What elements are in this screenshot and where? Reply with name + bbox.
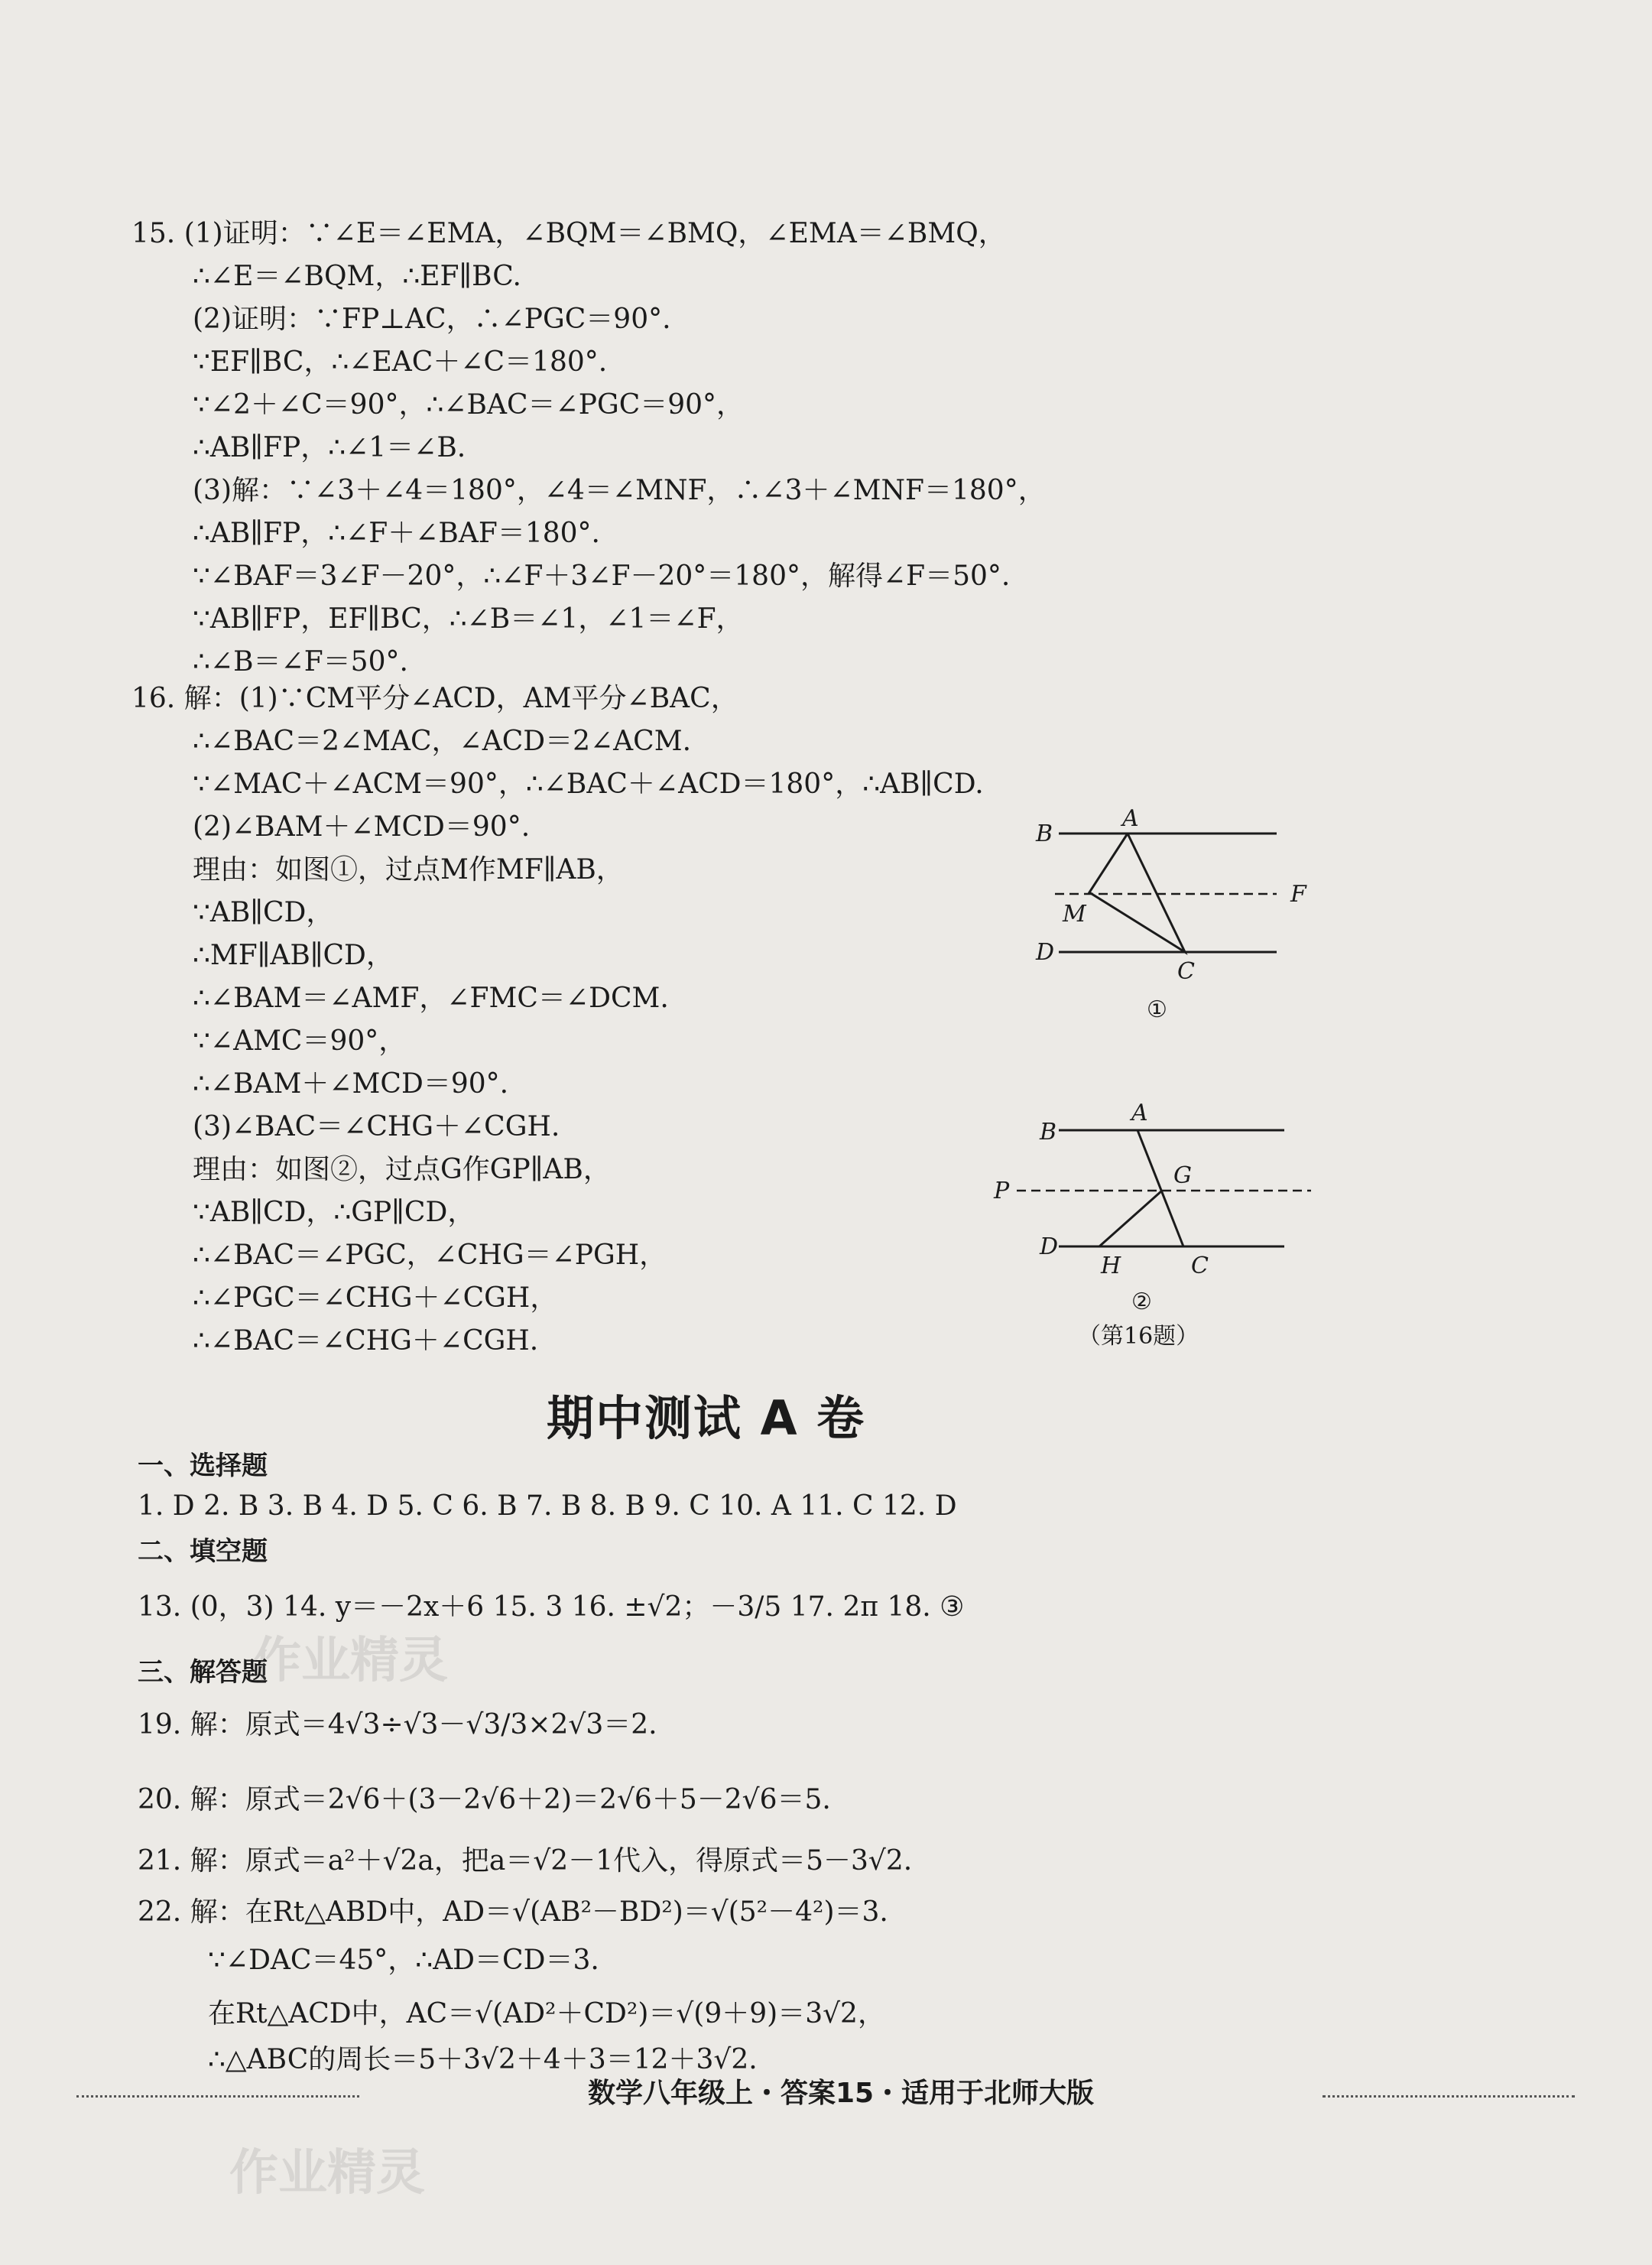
q22-line-4: ∴△ABC的周长＝5＋3√2＋4＋3＝12＋3√2. [208, 2044, 758, 2075]
q16-line-4: (2)∠BAM＋∠MCD＝90°. [193, 811, 531, 843]
fig1-label-M: M [1063, 901, 1086, 928]
q15-line-3: (2)证明：∵FP⊥AC，∴∠PGC＝90°. [193, 304, 671, 335]
figure-2-diagram [986, 1101, 1330, 1315]
question-19: 19. 解：原式＝4√3÷√3－√3/3×2√3＝2. [138, 1709, 657, 1740]
section-3-heading: 三、解答题 [138, 1657, 268, 1688]
q16-line-6: ∵AB∥CD， [193, 897, 334, 928]
fig2-label-B: B [1040, 1119, 1057, 1145]
q16-line-10: ∴∠BAM＋∠MCD＝90°. [193, 1068, 509, 1100]
q16-line-5: 理由：如图①，过点M作MF∥AB， [193, 854, 624, 886]
q15-line-1: 15. (1)证明：∵∠E＝∠EMA，∠BQM＝∠BMQ，∠EMA＝∠BMQ， [131, 218, 1006, 249]
q15-line-8: ∴AB∥FP，∴∠F＋∠BAF＝180°. [193, 518, 600, 549]
q15-line-9: ∵∠BAF＝3∠F－20°，∴∠F＋3∠F－20°＝180°，解得∠F＝50°. [193, 561, 1011, 592]
q15-line-11: ∴∠B＝∠F＝50°. [193, 646, 408, 678]
fig1-label-B: B [1036, 821, 1053, 847]
fig2-label-P: P [994, 1178, 1010, 1204]
q22-line-1: 22. 解：在Rt△ABD中，AD＝√(AB²－BD²)＝√(5²－4²)＝3. [138, 1896, 888, 1928]
q22-line-2: ∵∠DAC＝45°，∴AD＝CD＝3. [208, 1945, 599, 1976]
fig2-label-G: G [1173, 1162, 1192, 1189]
q16-line-2: ∴∠BAC＝2∠MAC，∠ACD＝2∠ACM. [193, 726, 692, 757]
question-20: 20. 解：原式＝2√6＋(3－2√6＋2)＝2√6＋5－2√6＝5. [138, 1784, 831, 1815]
footer-rule-right [1323, 2095, 1575, 2098]
q15-line-2: ∴∠E＝∠BQM，∴EF∥BC. [193, 261, 521, 292]
q16-line-12: 理由：如图②，过点G作GP∥AB， [193, 1154, 611, 1185]
q16-line-14: ∴∠BAC＝∠PGC，∠CHG＝∠PGH， [193, 1240, 667, 1271]
q16-line-11: (3)∠BAC＝∠CHG＋∠CGH. [193, 1111, 560, 1142]
fig1-label-F: F [1290, 881, 1306, 908]
q15-line-7: (3)解：∵∠3＋∠4＝180°，∠4＝∠MNF，∴∠3＋∠MNF＝180°， [193, 475, 1046, 506]
fig1-label-D: D [1036, 939, 1055, 966]
section-2-answers: 13. (0，3) 14. y＝－2x＋6 15. 3 16. ±√2；－3/5 17. 2π 18. ③ [138, 1591, 965, 1623]
fig2-label-A: A [1131, 1101, 1148, 1126]
watermark-logo: 作业精灵 [252, 1633, 448, 1689]
figure-1-diagram [1024, 807, 1315, 1029]
section-2-heading: 二、填空题 [138, 1536, 268, 1567]
page-footer [0, 2071, 1652, 2117]
q16-line-13: ∵AB∥CD，∴GP∥CD， [193, 1197, 475, 1228]
q16-line-8: ∴∠BAM＝∠AMF，∠FMC＝∠DCM. [193, 983, 669, 1014]
q22-line-3: 在Rt△ACD中，AC＝√(AD²＋CD²)＝√(9＋9)＝3√2， [208, 1998, 885, 2029]
q15-line-4: ∵EF∥BC，∴∠EAC＋∠C＝180°. [193, 346, 608, 378]
q15-line-10: ∵AB∥FP，EF∥BC，∴∠B＝∠1，∠1＝∠F， [193, 603, 744, 635]
q16-line-1: 16. 解：(1)∵CM平分∠ACD，AM平分∠BAC， [131, 683, 738, 714]
fig2-caption: ② [1131, 1288, 1152, 1315]
q16-line-7: ∴MF∥AB∥CD， [193, 940, 394, 971]
footer-rule-left [76, 2095, 359, 2098]
fig1-label-A: A [1122, 807, 1139, 832]
q15-line-6: ∴AB∥FP，∴∠1＝∠B. [193, 432, 466, 463]
q16-line-16: ∴∠BAC＝∠CHG＋∠CGH. [193, 1325, 539, 1357]
q16-line-15: ∴∠PGC＝∠CHG＋∠CGH， [193, 1282, 558, 1314]
q15-line-5: ∵∠2＋∠C＝90°，∴∠BAC＝∠PGC＝90°， [193, 389, 745, 421]
figure-caption: （第16题） [1078, 1323, 1199, 1350]
section-1-answers: 1. D 2. B 3. B 4. D 5. C 6. B 7. B 8. B 9. C 10. A 11. C 12. D [138, 1490, 957, 1522]
fig1-label-C: C [1177, 958, 1195, 985]
q16-line-9: ∵∠AMC＝90°， [193, 1025, 407, 1057]
question-21: 21. 解：原式＝a²＋√2a，把a＝√2－1代入，得原式＝5－3√2. [138, 1845, 913, 1877]
fig2-label-C: C [1191, 1253, 1209, 1279]
page-title: 期中测试 A 卷 [547, 1390, 866, 1446]
watermark-logo-bottom: 作业精灵 [229, 2145, 425, 2202]
footer-text: 数学八年级上・答案15・适用于北师大版 [587, 2078, 1095, 2109]
fig2-label-H: H [1101, 1253, 1121, 1279]
section-1-heading: 一、选择题 [138, 1451, 268, 1481]
q16-line-3: ∵∠MAC＋∠ACM＝90°，∴∠BAC＋∠ACD＝180°，∴AB∥CD. [193, 769, 984, 800]
fig1-caption: ① [1147, 996, 1167, 1023]
fig2-label-D: D [1040, 1233, 1059, 1260]
